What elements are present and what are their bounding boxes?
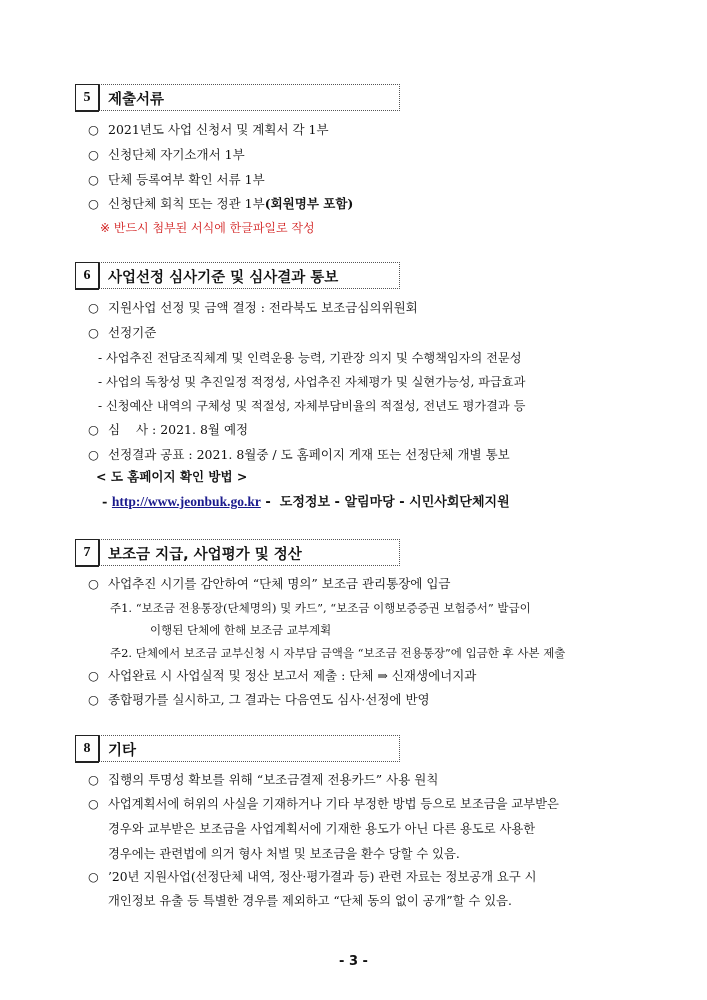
section-title-box — [99, 539, 400, 566]
page-number: - 3 - — [339, 954, 368, 969]
homepage-link[interactable]: http://www.jeonbuk.go.kr — [111, 494, 261, 509]
list-item: ○ 사업추진 시기를 감안하여 “단체 명의” 보조금 관리통장에 입금 — [88, 576, 451, 591]
section-5-header — [75, 84, 400, 111]
list-item: ○ 사업계획서에 허위의 사실을 기재하거나 기타 부정한 방법 등으로 보조금을 교부받은 — [88, 797, 559, 811]
section-title: 기타 — [108, 743, 137, 759]
list-item: ○ 사업완료 시 사업실적 및 정산 보고서 제출 : 단체 ⇒ 신재생에너지과 — [88, 668, 477, 683]
footnote: 주1. “보조금 전용통장(단체명의) 및 카드”, “보조금 이행보증증권 보험증서” 발급이 — [110, 601, 531, 615]
section-number: 6 — [75, 262, 99, 290]
list-item-continuation: 경우와 교부받은 보조금을 사업계획서에 기재한 용도가 아닌 다른 용도로 사용한 — [108, 822, 536, 836]
section-7-header — [75, 539, 400, 566]
section-title-box — [99, 84, 400, 111]
list-item: ○ 집행의 투명성 확보를 위해 “보조금결제 전용카드” 사용 원칙 — [88, 772, 439, 787]
homepage-path: - http://www.jeonbuk.go.kr - 도정정보 - 알림마당 - 시민사회단체지원 — [102, 494, 510, 510]
section-6-header — [75, 262, 400, 289]
footnote: 주2. 단체에서 보조금 교부신청 시 자부담 금액을 “보조금 전용통장”에 입금한 후 사본 제출 — [110, 646, 566, 660]
list-item: ○ 단체 등록여부 확인 서류 1부 — [88, 172, 265, 187]
footnote: 이행된 단체에 한해 보조금 교부계획 — [150, 623, 332, 637]
list-item: ○ 지원사업 선정 및 금액 결정 : 전라북도 보조금심의위원회 — [88, 300, 418, 315]
section-title: 보조금 지급, 사업평가 및 정산 — [108, 547, 302, 563]
criteria-item: - 사업추진 전담조직체계 및 인력운용 능력, 기관장 의지 및 수행책임자의 전문성 — [98, 351, 522, 365]
list-item: ○ 심 사 : 2021. 8월 예정 — [88, 422, 249, 437]
criteria-item: - 신청예산 내역의 구체성 및 적절성, 자체부담비율의 적절성, 전년도 평가결과 등 — [98, 399, 526, 413]
list-item: ○ 2021년도 사업 신청서 및 계획서 각 1부 — [88, 122, 329, 137]
list-item: ○ 종합평가를 실시하고, 그 결과는 다음연도 심사·선정에 반영 — [88, 692, 430, 707]
section-title: 사업선정 심사기준 및 심사결과 통보 — [108, 270, 339, 286]
criteria-item: - 사업의 독창성 및 추진일정 적정성, 사업추진 자체평가 및 실현가능성, 파급효과 — [98, 375, 526, 389]
howto-heading: < 도 홈페이지 확인 방법 > — [96, 469, 248, 484]
section-title-box — [99, 262, 400, 289]
list-item: ○ 선정기준 — [88, 325, 157, 340]
section-number: 7 — [75, 539, 99, 567]
section-title-box — [99, 735, 400, 762]
note-red: ※ 반드시 첨부된 서식에 한글파일로 작성 — [100, 221, 315, 235]
section-title: 제출서류 — [108, 92, 165, 108]
list-item: ○ 신청단체 자기소개서 1부 — [88, 147, 245, 162]
list-item-continuation: 경우에는 관련법에 의거 형사 처벌 및 보조금을 환수 당할 수 있음. — [108, 847, 460, 861]
section-8-header — [75, 735, 400, 762]
list-item-continuation: 개인정보 유출 등 특별한 경우를 제외하고 “단체 동의 없이 공개”할 수 있음. — [108, 894, 512, 908]
section-number: 5 — [75, 84, 99, 112]
list-item: ○ 선정결과 공표 : 2021. 8월중 / 도 홈페이지 게재 또는 선정단체 개별 통보 — [88, 447, 510, 462]
list-item: ○ ’20년 지원사업(선정단체 내역, 정산·평가결과 등) 관련 자료는 정보공개 요구 시 — [88, 870, 537, 884]
section-number: 8 — [75, 735, 99, 763]
list-item: ○ 신청단체 회칙 또는 정관 1부(회원명부 포함) — [88, 196, 354, 211]
